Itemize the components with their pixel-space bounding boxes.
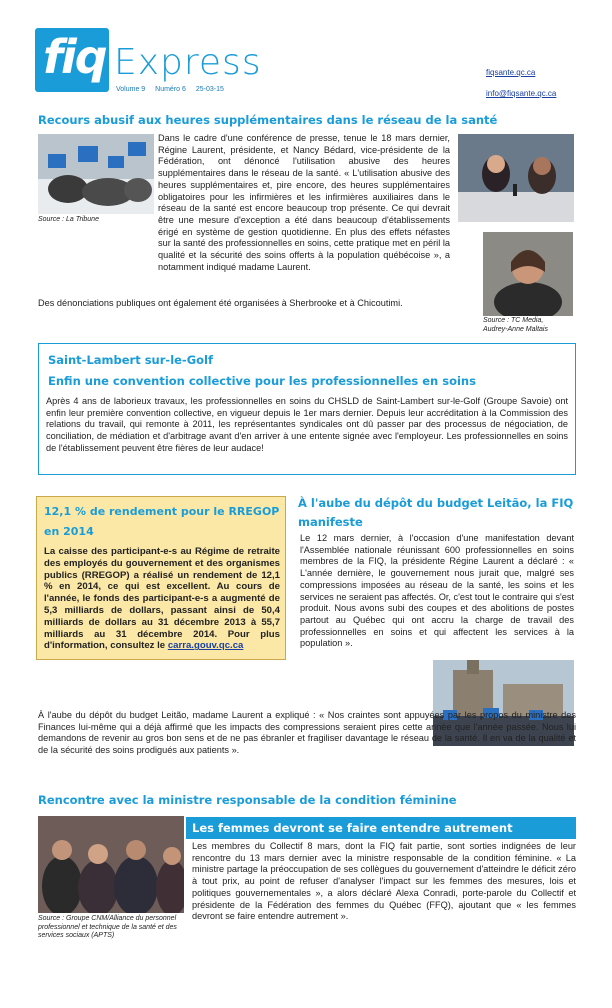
caption-right-line2: Audrey-Anne Maltais [483,325,548,333]
volume: Volume 9 [116,86,146,93]
article1-title: Recours abusif aux heures supplémentaires dans le réseau de la santé [38,113,498,127]
article1-photo-right-top [458,134,574,222]
article2-body: Après 4 ans de laborieux travaux, les professionnelles en soins du CHSLD de Saint-Lambert sur-le-Golf (Groupe Savoie) ont enfin leur première convention collective, en vigueur depuis le 1er mars dernier. Depuis leur accréditation à la Commission des relations du travail, qui remonte à 2011, les représentantes syndicales ont dû passer par des processus de négociation, de conciliation, de médiation et d'arbitrage avant d'en arriver à une entente signée avec l'employeur. Les professionnelles en soins de l'établissement peuvent être fières de leur audace! [46,396,568,453]
newsletter-title: Express [114,42,262,83]
article1-body-top [158,133,450,273]
numero: Numéro 6 [155,86,186,93]
article1-paragraph-1: Dans le cadre d'une conférence de presse, tenue le 18 mars dernier, Régine Laurent, présidente, et Nancy Bédard, vice-présidente de la Fédération, ont dénoncé l'utilisation abusive des heures supplémentaires dans le réseau de la santé. « L'utilisation abusive des heures supplémentaires et, pire encore, des heures supplémentaires obligatoires pour les infirmières et les infirmières auxiliaires dans le réseau de la santé est encore beaucoup trop présente. Ce qui devrait être une mesure d'exception a été dans beaucoup d'établissements érigé en système de gestion quotidienne. En plus des effets néfastes sur la santé des professionnelles en soins, cette pratique met en péril la qualité et la sécurité des soins offerts à la population québécoise », a notamment indiqué madame Laurent. [158,133,450,272]
fiq-logo [35,28,109,92]
article4-photo [38,816,184,913]
article3-body-top [300,533,574,655]
article2-title-2: Enfin une convention collective pour les professionnelles en soins [48,374,476,388]
article1-photo-left [38,134,154,214]
article4-title: Rencontre avec la ministre responsable de la condition féminine [38,793,457,807]
article4-caption: Source : Groupe CNM/Alliance du personnel professionnel et technique de la santé et des services sociaux (APTS) [38,915,177,939]
article3-paragraph-2: À l'aube du dépôt du budget Leitão, madame Laurent a expliqué : « Nos craintes sont appuyées par les propos du ministre des Finances lui-même qui a déjà affirmé que les impacts des compressions seraient pires cette année que l'année passée. Nous lui demandons de revenir au gros bon sens et de ne pas ébranler et fragiliser davantage le réseau de la santé. Il en va de la qualité et de la sécurité des soins prodigués aux patients ». [38,710,576,756]
carra-link[interactable]: carra.gouv.qc.ca [167,640,244,652]
article4-body: Les membres du Collectif 8 mars, dont la FIQ fait partie, sont sorties indignées de leur rencontre du 13 mars dernier avec la ministre responsable de la condition féminine. « La ministre partage la préoccupation de ses collègues du gouvernement d'atteindre le déficit zéro à tout prix, au point de refuser d'analyser l'impact sur les femmes des mesures, lois et politiques gouvernementales », a alors déclaré Alexa Conradi, porte-parole du Collectif et présidente de la Fédération des femmes du Québec (FFQ), ajoutant que « les femmes devront se faire entendre autrement ». [192,841,576,922]
sidebar-more-prefix: Pour plus d'information, consultez le [44,628,280,652]
header-links [486,68,556,110]
issue-info [116,86,232,93]
caption-right-line1: Source : TC Media, [483,317,544,324]
article3-paragraph-1: Le 12 mars dernier, à l'occasion d'une manifestation devant l'Assemblée nationale réunissant 600 professionnelles en soins membres de la FIQ, la présidente Régine Laurent a déclaré : « L'année dernière, le gouvernement nous jurait que, malgré ses compressions imposées au réseau de la santé, les soins et les services ne seraient pas affectés. Or, c'est tout le contraire qui s'est produit. Nous avons subi des coupes et des abolitions de postes partout au Québec qui ont accru la charge de travail des professionnelles en soins et qui affectent les services à la population ». [300,533,574,649]
sidebar-text: La caisse des participant-e-s au Régime de retraite des employés du gouvernement et des organismes publics (RREGOP) a réalisé un rendement de 12,1 % en 2014, ce qui est excellent. Au cours de l'année, le fonds des participant-e-s a augmenté de 5,3 milliards de dollars, passant ainsi de 50,4 milliards de dollars au 31 décembre 2013 à 55,7 milliards au 31 décembre 2014. [44,546,280,640]
issue-date: 25-03-15 [195,86,224,93]
site-link[interactable]: fiqsante.qc.ca [486,68,536,77]
article1-caption-left: Source : La Tribune [38,216,99,223]
article4-band: Les femmes devront se faire entendre autrement [186,817,576,839]
sidebar-title: 12,1 % de rendement pour le RREGOP en 2014 [44,505,280,538]
article3-body-wrap [300,654,426,702]
article2-title-1: Saint-Lambert sur-le-Golf [48,353,213,367]
article1-photo-right-bottom [483,232,573,316]
logo-text: fiq [43,30,106,84]
article1-caption-right [483,317,548,334]
article1-paragraph-2: Des dénonciations publiques ont également été organisées à Sherbrooke et à Chicoutimi. [38,298,403,308]
email-link[interactable]: info@fiqsante.qc.ca [486,89,557,98]
article3-title: À l'aube du dépôt du budget Leitão, la FIQ manifeste [298,496,574,529]
sidebar-body [44,546,280,652]
